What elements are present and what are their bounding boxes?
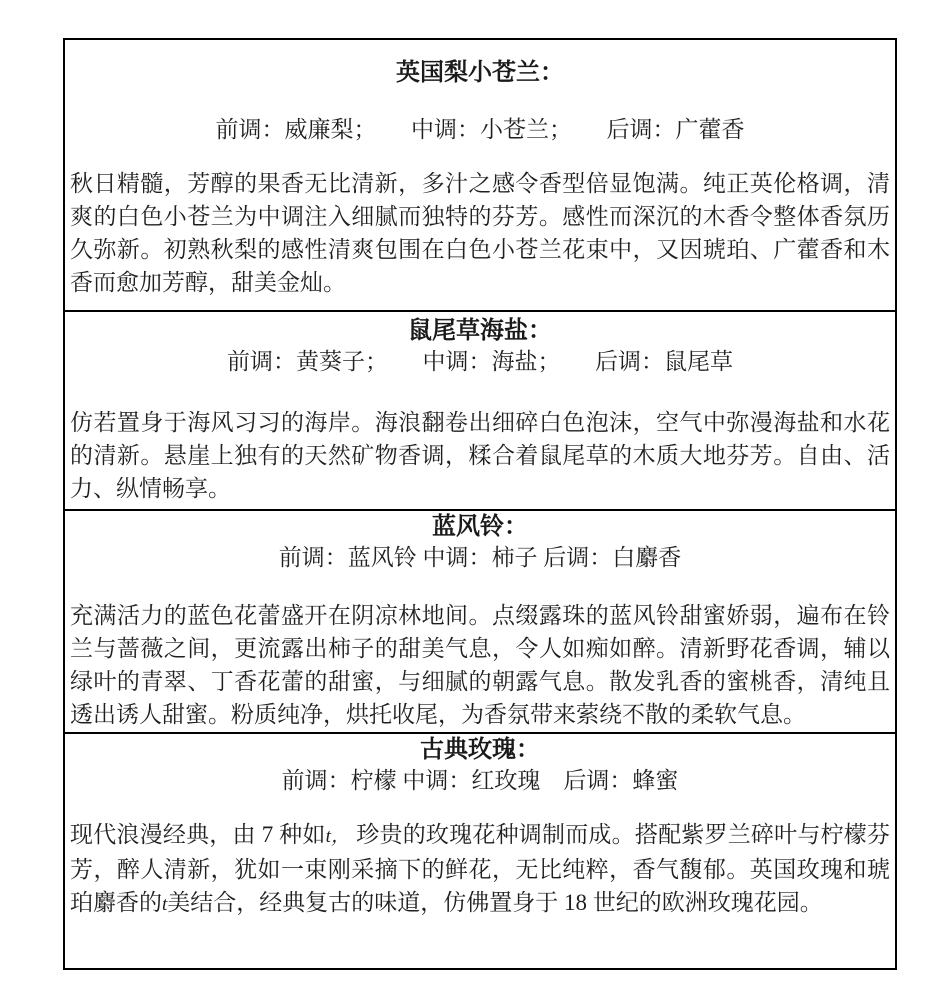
description-text: 现代浪漫经典，由 7 种如 bbox=[70, 822, 326, 847]
section-description bbox=[70, 818, 890, 921]
section-description: 充满活力的蓝色花蕾盛开在阴凉林地间。点缀露珠的蓝风铃甜蜜娇弱，遍布在铃兰与蔷薇之间，更流露出柿子的甜美气息，令人如痴如醉。清新野花香调，辅以绿叶的青翠、丁香花蕾的甜蜜，与细腻的朝露气息。散发乳香的蜜桃香，清纯且透出诱人甜蜜。粉质纯净，烘托收尾，为香氛带来萦绕不散的柔软气息。 bbox=[70, 603, 890, 727]
section-notes: 前调：蓝风铃 中调：柿子 后调：白麝香 bbox=[278, 545, 682, 570]
description-text: 美结合，经典复古的味道，仿佛置身于 18 世纪的欧洲玫瑰花园。 bbox=[167, 890, 823, 915]
garbled-glyph: t， bbox=[325, 826, 351, 847]
section-notes: 前调：柠檬 中调：红玫瑰 后调：蜂蜜 bbox=[281, 768, 679, 793]
section-title: 鼠尾草海盐： bbox=[408, 318, 552, 344]
fragrance-section-wild-bluebell bbox=[65, 509, 895, 732]
fragrance-section-classic-rose bbox=[65, 732, 895, 966]
section-notes: 前调：威廉梨； 中调：小苍兰； 后调：广藿香 bbox=[215, 117, 745, 142]
section-title: 蓝风铃： bbox=[432, 514, 528, 540]
fragrance-section-sage-sea-salt bbox=[65, 310, 895, 509]
description-text: 珍贵的玫瑰花种调制而成。搭配紫罗兰碎叶与柠檬芬芳，醉人清新，犹如一束刚采摘下的鲜花，无比纯粹，香气馥郁。英国玫瑰和琥珀麝香的 bbox=[70, 822, 891, 915]
section-notes: 前调：黄葵子； 中调：海盐； 后调：鼠尾草 bbox=[227, 349, 733, 374]
section-title: 古典玫瑰： bbox=[420, 737, 540, 763]
section-title: 英国梨小苍兰： bbox=[396, 60, 564, 86]
section-description: 秋日精髓，芳醇的果香无比清新，多汁之感令香型倍显饱满。纯正英伦格调，清爽的白色小苍兰为中调注入细腻而独特的芬芳。感性而深沉的木香令整体香氛历久弥新。初熟秋梨的感性清爽包围在白色小苍兰花束中，又因琥珀、广藿香和木香而愈加芳醇，甜美金灿。 bbox=[70, 171, 890, 295]
fragrance-table bbox=[63, 38, 897, 970]
garbled-glyph: t bbox=[162, 894, 168, 915]
section-description: 仿若置身于海风习习的海岸。海浪翻卷出细碎白色泡沫，空气中弥漫海盐和水花的清新。悬崖上独有的天然矿物香调，糅合着鼠尾草的木质大地芬芳。自由、活力、纵情畅享。 bbox=[70, 410, 890, 501]
fragrance-section-english-pear-freesia bbox=[65, 40, 895, 310]
